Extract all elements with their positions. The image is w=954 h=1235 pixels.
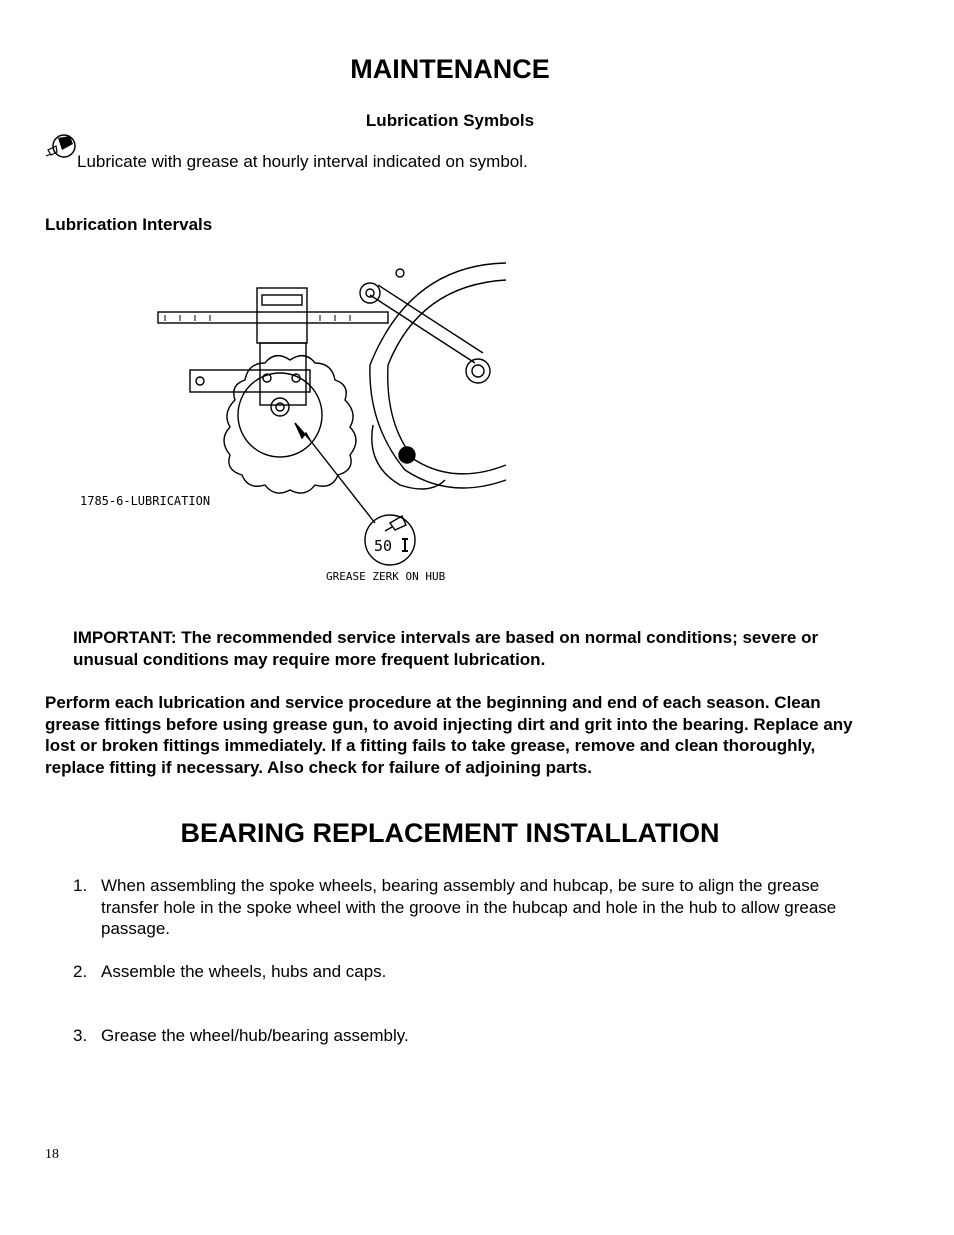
- page-number: 18: [45, 1147, 59, 1162]
- step-text: Assemble the wheels, hubs and caps.: [101, 962, 387, 981]
- lubrication-diagram: [70, 255, 520, 595]
- symbol-description: Lubricate with grease at hourly interval indicated on symbol.: [77, 152, 528, 171]
- step-number: 2.: [73, 962, 88, 981]
- figure-id-label: 1785-6-LUBRICATION: [80, 494, 211, 508]
- service-paragraph: Perform each lubrication and service procedure at the beginning and end of each season. Clean grease fittings before using grease gun, to avoid injecting dirt and grit into the bearing. Replace any lost or broken fittings immediately. If a fitting fails to take grease, remove and clean thoroughly, replace fitting if necessary. Also check for failure of adjoining parts.: [45, 693, 853, 777]
- important-note: IMPORTANT: The recommended service intervals are based on normal conditions; severe or unusual conditions may require more frequent lubrication.: [73, 628, 819, 669]
- lubrication-symbols-heading: Lubrication Symbols: [365, 111, 535, 130]
- callout-label: GREASE ZERK ON HUB: [326, 570, 446, 583]
- step-number: 1.: [73, 876, 88, 895]
- page-title: MAINTENANCE: [350, 54, 550, 84]
- callout-hours: 50: [374, 537, 393, 555]
- lubrication-intervals-heading: Lubrication Intervals: [45, 215, 213, 234]
- frame-bar: [158, 312, 388, 323]
- step-number: 3.: [73, 1026, 88, 1045]
- step-text: Grease the wheel/hub/bearing assembly.: [101, 1026, 409, 1045]
- bearing-replacement-title: BEARING REPLACEMENT INSTALLATION: [180, 818, 720, 848]
- step-text: When assembling the spoke wheels, bearing assembly and hubcap, be sure to align the grease transfer hole in the spoke wheel with the groove in the hubcap and hole in the hub to allow grease passage.: [101, 876, 837, 938]
